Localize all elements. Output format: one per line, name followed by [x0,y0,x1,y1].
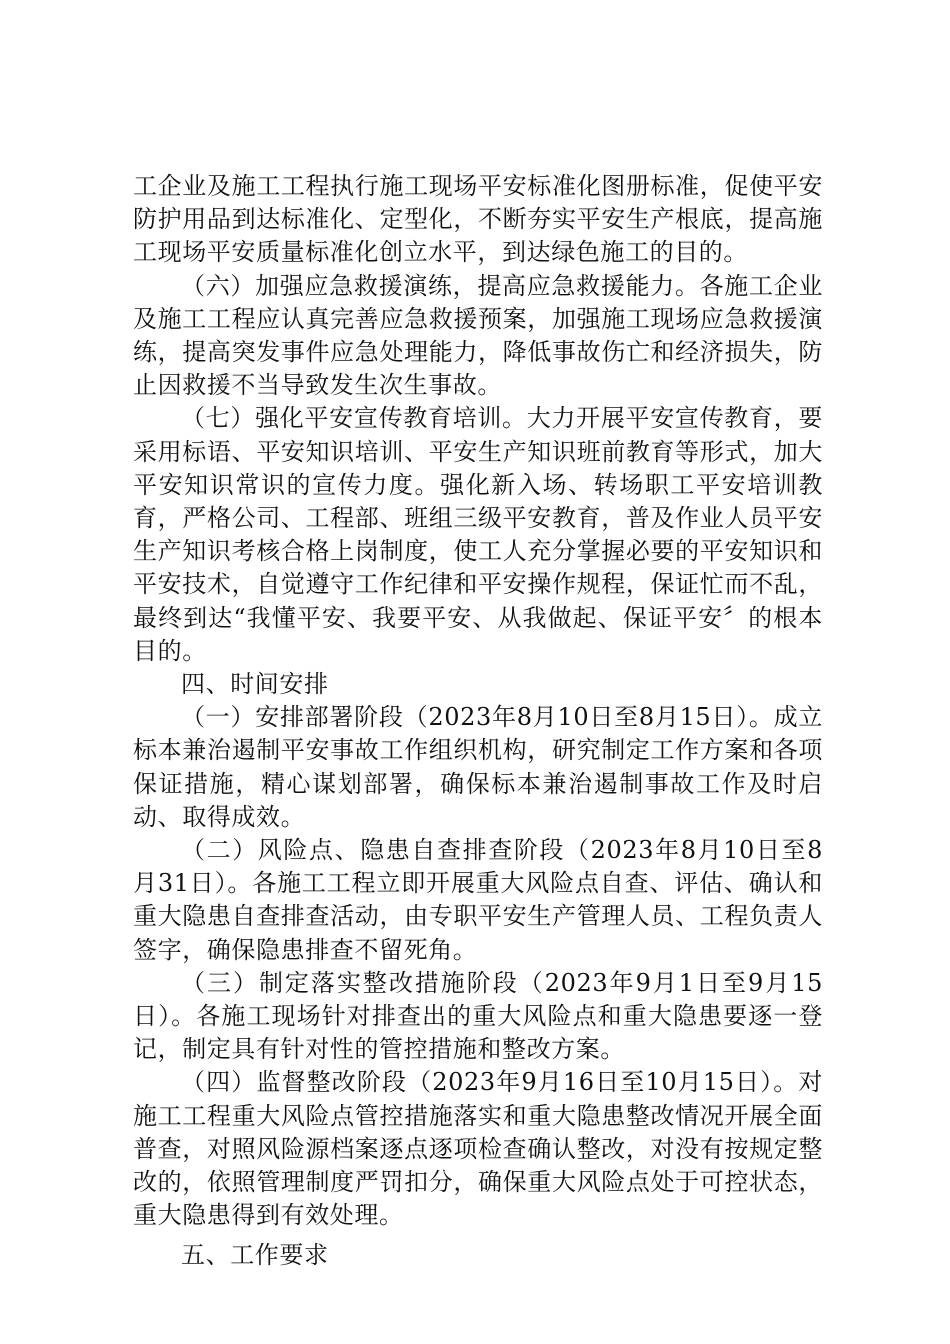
paragraph-continuation: 工企业及施工工程执行施工现场平安标准化图册标准，促使平安防护用品到达标准化、定型化，不断夯实平安生产根底，提高施工现场平安质量标准化创立水平，到达绿色施工的目的。 [133,172,823,267]
paragraph-emergency-drill: （六）加强应急救援演练，提高应急救援能力。各施工企业及施工工程应认真完善应急救援预案，加强施工现场应急救援演练，提高突发事件应急处理能力，降低事故伤亡和经济损失，防止因救援不当导致发生次生事故。 [133,271,823,400]
section-heading-schedule: 四、时间安排 [181,670,329,699]
paragraph-safety-training: （七）强化平安宣传教育培训。大力开展平安宣传教育，要采用标语、平安知识培训、平安生产知识班前教育等形式，加大平安知识常识的宣传力度。强化新入场、转场职工平安培训教育，严格公司、工程部、班组三级平安教育，普及作业人员平安生产知识考核合格上岗制度，使工人充分掌握必要的平安知识和平安技术，自觉遵守工作纪律和平安操作规程，保证忙而不乱，最终到达“我懂平安、我要平安、从我做起、保证平安〞的根本目的。 [133,404,823,665]
paragraph-stage-3: （三）制定落实整改措施阶段（2023年9月1日至9月15日）。各施工现场针对排查出的重大风险点和重大隐患要逐一登记，制定具有针对性的管控措施和整改方案。 [133,968,823,1064]
document-body [133,170,823,1272]
section-heading-requirements: 五、工作要求 [181,1240,329,1269]
paragraph-stage-1: （一）安排部署阶段（2023年8月10日至8月15日）。成立标本兼治遏制平安事故工作组织机构，研究制定工作方案和各项保证措施，精心谋划部署，确保标本兼治遏制事故工作及时启动、取得成效。 [133,703,823,831]
paragraph-stage-4: （四）监督整改阶段（2023年9月16日至10月15日）。对施工工程重大风险点管控措施落实和重大隐患整改情况开展全面普查，对照风险源档案逐点逐项检查确认整改，对没有按规定整改的，依照管理制度严罚扣分，确保重大风险点处于可控状态，重大隐患得到有效处理。 [133,1068,823,1230]
paragraph-stage-2: （二）风险点、隐患自查排查阶段（2023年8月10日至8月31日）。各施工工程立即开展重大风险点自查、评估、确认和重大隐患自查排查活动，由专职平安生产管理人员、工程负责人签字，确保隐患排查不留死角。 [133,836,823,964]
